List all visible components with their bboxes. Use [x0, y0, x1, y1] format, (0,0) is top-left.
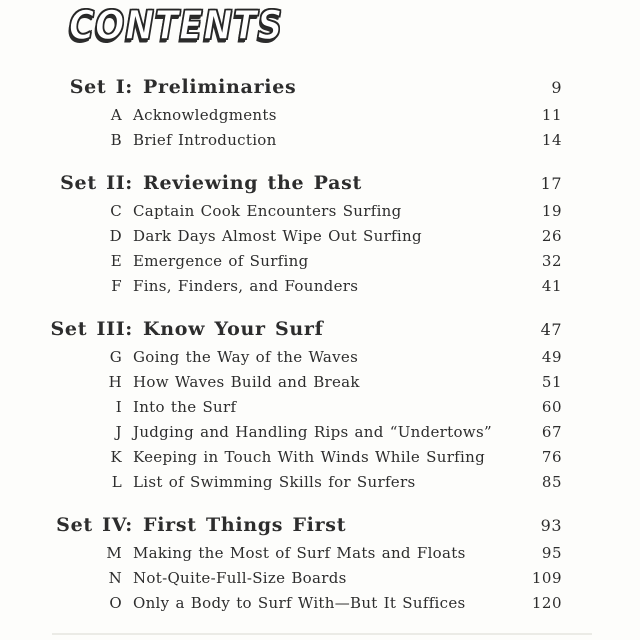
toc-section-header — [0, 77, 640, 97]
entry-letter: H — [108, 373, 122, 391]
entry-title: List of Swimming Skills for Surfers — [133, 473, 416, 491]
entry-title: Keeping in Touch With Winds While Surfing — [133, 448, 485, 466]
toc-entry — [0, 131, 640, 149]
toc-entry — [0, 398, 640, 416]
page-title: CONTENTS — [69, 3, 284, 49]
entry-letter: L — [111, 473, 122, 491]
toc-entry — [0, 202, 640, 220]
section-label: Set III: — [50, 318, 133, 340]
toc-section-header — [0, 319, 640, 339]
entry-title: Emergence of Surfing — [133, 252, 309, 270]
entry-letter: N — [108, 569, 122, 587]
entry-page-number: 60 — [541, 398, 562, 416]
entry-title: Captain Cook Encounters Surfing — [133, 202, 402, 220]
entry-letter: G — [109, 348, 122, 366]
toc-section-header — [0, 515, 640, 535]
entry-page-number: 49 — [541, 348, 562, 366]
toc-section-header — [0, 173, 640, 193]
entry-letter: K — [110, 448, 122, 466]
section-title: Reviewing the Past — [143, 172, 362, 194]
section-page-number: 9 — [551, 78, 562, 97]
entry-title: Dark Days Almost Wipe Out Surfing — [133, 227, 422, 245]
entry-letter: I — [115, 398, 122, 416]
entry-title: Not-Quite-Full-Size Boards — [133, 569, 347, 587]
entry-page-number: 85 — [541, 473, 562, 491]
section-label: Set II: — [60, 172, 133, 194]
entry-page-number: 120 — [531, 594, 562, 612]
section-title: Preliminaries — [143, 76, 297, 98]
toc-entry — [0, 594, 640, 612]
entry-page-number: 11 — [541, 106, 562, 124]
entry-title: Brief Introduction — [133, 131, 277, 149]
toc-entry — [0, 348, 640, 366]
entry-page-number: 41 — [541, 277, 562, 295]
section-label: Set IV: — [56, 514, 133, 536]
entry-title: Judging and Handling Rips and “Undertows” — [133, 423, 492, 441]
section-page-number: 17 — [540, 174, 562, 193]
section-title: Know Your Surf — [143, 318, 324, 340]
toc-entry — [0, 423, 640, 441]
entry-page-number: 76 — [541, 448, 562, 466]
entry-letter: D — [109, 227, 122, 245]
entry-page-number: 32 — [541, 252, 562, 270]
entry-letter: E — [110, 252, 122, 270]
entry-title: Only a Body to Surf With—But It Suffices — [133, 594, 466, 612]
entry-title: Making the Most of Surf Mats and Floats — [133, 544, 466, 562]
toc — [0, 77, 640, 619]
toc-entry — [0, 373, 640, 391]
entry-letter: C — [110, 202, 122, 220]
section-label: Set I: — [69, 76, 133, 98]
toc-entry — [0, 227, 640, 245]
entry-letter: J — [115, 423, 122, 441]
entry-title: Into the Surf — [133, 398, 237, 416]
entry-title: Going the Way of the Waves — [133, 348, 359, 366]
entry-page-number: 95 — [541, 544, 562, 562]
toc-entry — [0, 569, 640, 587]
entry-title: Fins, Finders, and Founders — [133, 277, 359, 295]
entry-page-number: 67 — [541, 423, 562, 441]
entry-letter: F — [111, 277, 122, 295]
entry-title: Acknowledgments — [133, 106, 277, 124]
toc-entry — [0, 277, 640, 295]
section-title: First Things First — [143, 514, 347, 536]
entry-page-number: 51 — [541, 373, 562, 391]
toc-entry — [0, 252, 640, 270]
page-bottom-rule — [52, 633, 592, 635]
entry-letter: O — [109, 594, 122, 612]
entry-page-number: 14 — [541, 131, 562, 149]
toc-entry — [0, 473, 640, 491]
entry-letter: A — [110, 106, 122, 124]
toc-entry — [0, 544, 640, 562]
section-page-number: 47 — [540, 320, 562, 339]
entry-letter: M — [106, 544, 122, 562]
entry-letter: B — [110, 131, 122, 149]
entry-page-number: 109 — [531, 569, 562, 587]
toc-entry — [0, 448, 640, 466]
toc-entry — [0, 106, 640, 124]
section-page-number: 93 — [540, 516, 562, 535]
entry-page-number: 26 — [541, 227, 562, 245]
entry-page-number: 19 — [541, 202, 562, 220]
entry-title: How Waves Build and Break — [133, 373, 360, 391]
